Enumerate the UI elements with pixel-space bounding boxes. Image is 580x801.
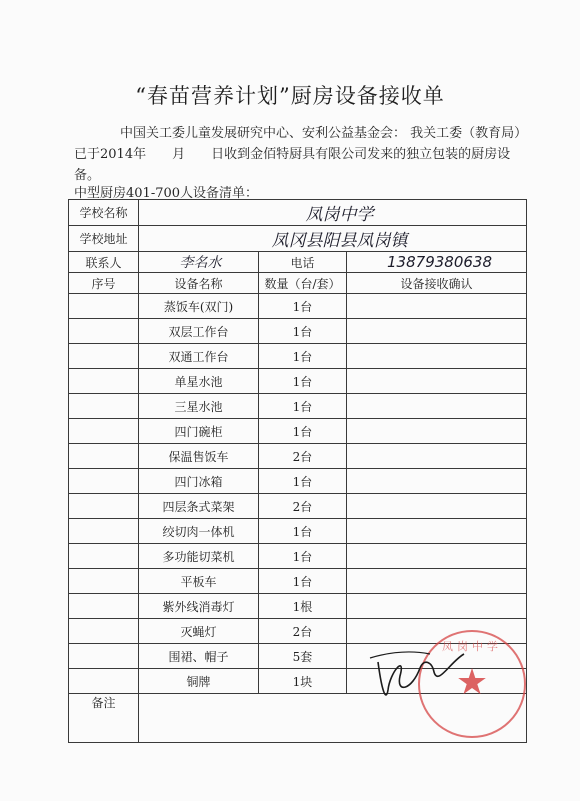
item-no [69,569,139,594]
school-name-value: 凤岗中学 [139,200,527,226]
item-qty: 1台 [259,344,347,369]
item-qty: 1台 [259,319,347,344]
item-qty: 1块 [259,669,347,694]
item-no [69,294,139,319]
item-qty: 1台 [259,544,347,569]
item-qty: 1台 [259,394,347,419]
item-no [69,669,139,694]
item-no [69,469,139,494]
intro-paragraph: 中国关工委儿童发展研究中心、安利公益基金会： 我关工委（教育局）已于2014年 月 日收到金佰特厨具有限公司发来的独立包装的厨房设备。 [74,126,521,183]
item-confirm [347,369,527,394]
row-column-headers [69,273,527,294]
phone-value: 13879380638 [347,252,527,273]
school-name-label: 学校名称 [69,200,139,226]
item-confirm [347,469,527,494]
table-row [69,394,527,419]
item-no [69,519,139,544]
item-name: 绞切肉一体机 [139,519,259,544]
item-qty: 1台 [259,294,347,319]
table-row [69,494,527,519]
item-name: 双层工作台 [139,319,259,344]
item-name: 四层条式菜架 [139,494,259,519]
col-header-no: 序号 [69,273,139,294]
table-row [69,569,527,594]
item-name: 保温售饭车 [139,444,259,469]
table-row [69,344,527,369]
item-confirm [347,344,527,369]
item-confirm [347,494,527,519]
table-row [69,594,527,619]
item-qty: 5套 [259,644,347,669]
contact-value: 李名水 [139,252,259,273]
school-address-value: 凤冈县阳县凤岗镇 [139,226,527,252]
item-name: 平板车 [139,569,259,594]
item-no [69,619,139,644]
item-no [69,594,139,619]
item-no [69,444,139,469]
item-no [69,544,139,569]
item-no [69,369,139,394]
table-row [69,669,527,694]
col-header-confirm: 设备接收确认 [347,273,527,294]
item-name: 双通工作台 [139,344,259,369]
item-name: 单星水池 [139,369,259,394]
item-confirm [347,569,527,594]
remarks-label: 备注 [69,694,139,743]
item-confirm [347,669,527,694]
row-contact [69,252,527,273]
item-confirm [347,619,527,644]
item-no [69,394,139,419]
item-confirm [347,394,527,419]
item-confirm [347,444,527,469]
item-name: 四门冰箱 [139,469,259,494]
table-row [69,294,527,319]
item-name: 灭蝇灯 [139,619,259,644]
item-no [69,494,139,519]
phone-label: 电话 [259,252,347,273]
item-no [69,644,139,669]
item-no [69,344,139,369]
item-no [69,419,139,444]
row-school-name [69,200,527,226]
seal-text: 凤岗中学 [442,640,502,653]
item-qty: 2台 [259,619,347,644]
item-qty: 1台 [259,519,347,544]
col-header-qty: 数量（台/套） [259,273,347,294]
table-row [69,419,527,444]
item-qty: 2台 [259,494,347,519]
table-row [69,469,527,494]
row-school-address [69,226,527,252]
table-row [69,544,527,569]
item-confirm [347,594,527,619]
item-name: 铜牌 [139,669,259,694]
table-row [69,369,527,394]
receipt-form-table [68,199,527,743]
remarks-value [139,694,527,743]
item-confirm [347,519,527,544]
item-no [69,319,139,344]
table-row [69,619,527,644]
table-row [69,644,527,669]
item-name: 蒸饭车(双门) [139,294,259,319]
item-name: 多功能切菜机 [139,544,259,569]
col-header-name: 设备名称 [139,273,259,294]
item-qty: 1台 [259,569,347,594]
item-name: 三星水池 [139,394,259,419]
star-icon: ★ [455,662,489,703]
item-qty: 1台 [259,419,347,444]
item-qty: 1根 [259,594,347,619]
item-name: 四门碗柜 [139,419,259,444]
item-confirm [347,544,527,569]
row-remarks [69,694,527,743]
contact-label: 联系人 [69,252,139,273]
table-row [69,519,527,544]
table-row [69,319,527,344]
item-qty: 1台 [259,369,347,394]
item-confirm [347,419,527,444]
item-qty: 1台 [259,469,347,494]
item-confirm [347,294,527,319]
table-row [69,444,527,469]
item-name: 紫外线消毒灯 [139,594,259,619]
item-confirm [347,319,527,344]
item-name: 围裙、帽子 [139,644,259,669]
item-qty: 2台 [259,444,347,469]
document-title: “春苗营养计划”厨房设备接收单 [135,84,445,108]
school-address-label: 学校地址 [69,226,139,252]
list-heading: 中型厨房401-700人设备清单： [74,186,259,201]
item-confirm [347,644,527,669]
